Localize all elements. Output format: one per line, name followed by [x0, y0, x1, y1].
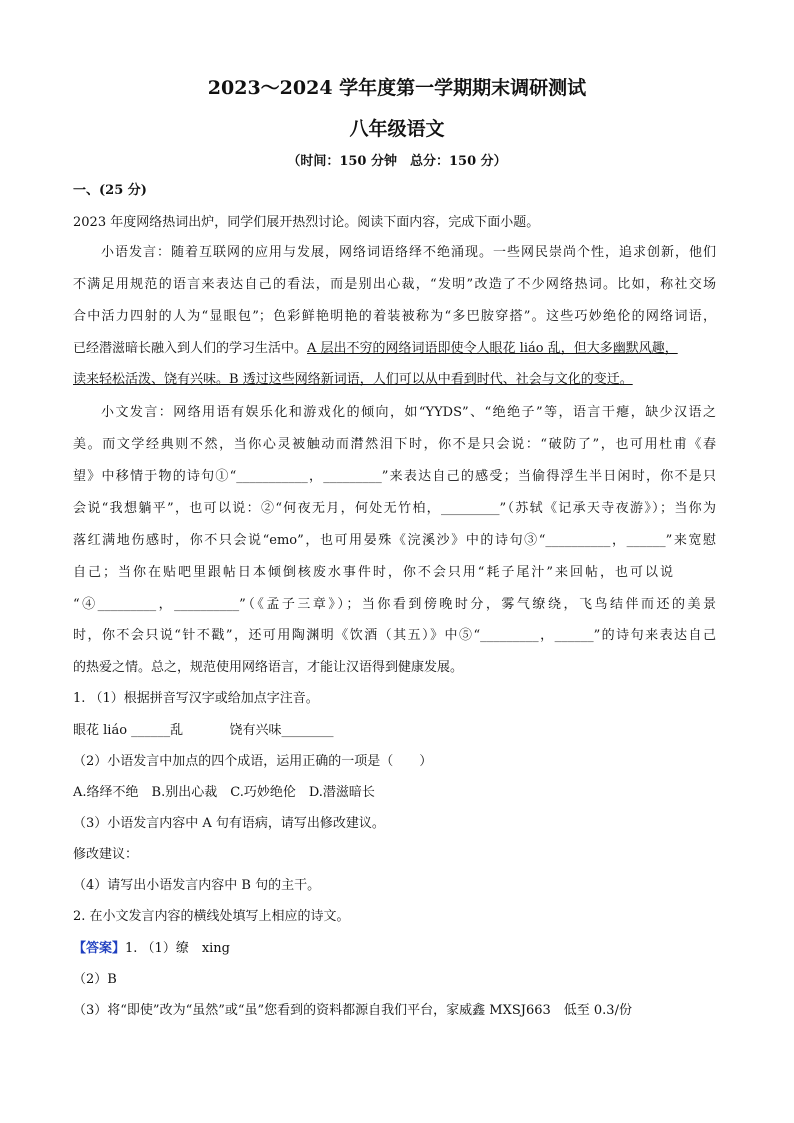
xiaowen-line-7: “④_________，__________”（《孟子三章》）；当你看到傍晚时分，雾气缭绕，飞鸟结伴而还的美景: [73, 597, 716, 612]
section-intro: 2023 年度网络热词出炉，同学们展开热烈讨论。阅读下面内容，完成下面小题。: [73, 215, 540, 230]
xiaoyu-line-3: 合中活力四射的人为“显眼包”；色彩鲜艳明艳的着装被称为“多巴胺穿搭”。这些巧妙绝伦的网络词语，: [73, 309, 716, 324]
item-raoyouxingwei: 饶有兴味________: [229, 723, 334, 738]
question-1-1: 1. （1）根据拼音写汉字或给加点字注音。: [73, 691, 319, 706]
question-1-2-options: A.络绎不绝 B.别出心裁 C.巧妙绝伦 D.潜滋暗长: [73, 785, 375, 800]
xiaowen-line-3: 望》中移情于物的诗句①“___________，_________”来表达自己的感受；当偷得浮生半日闲时，你不是只: [73, 469, 716, 484]
xiaowen-line-9: 的热爱之情。总之，规范使用网络语言，才能让汉语得到健康发展。: [73, 660, 464, 675]
question-1-4: （4）请写出小语发言内容中 B 句的主干。: [73, 878, 321, 893]
answer-2: （2）B: [73, 972, 117, 987]
exam-meta: （时间：150 分钟 总分：150 分）: [287, 154, 507, 169]
question-1-1-items: [73, 722, 725, 740]
xiaowen-line-1: 小文发言：网络用语有娱乐化和游戏化的倾向，如“YYDS”、“绝绝子”等，语言干瘪，缺少汉语之: [101, 405, 716, 420]
sentence-a: A 层出不穷的网络词语即使令人眼花 liáo 乱，但大多幽默风趣，: [307, 341, 678, 356]
answer-3: （3）将“即使”改为“虽然”或“虽”您看到的资料都源自我们平台，家威鑫 MXSJ663 低至 0.3/份: [73, 1003, 632, 1018]
question-1-3-suggestion: 修改建议：: [73, 847, 139, 862]
question-1-2: （2）小语发言中加点的四个成语，运用正确的一项是（ ）: [73, 754, 433, 769]
exam-subtitle: 八年级语文: [349, 118, 445, 140]
item-liao: 眼花 liáo ______乱: [73, 723, 184, 738]
sentence-b: B 透过这些网络新词语，人们可以从中看到时代、社会与文化的变迁。: [229, 372, 633, 387]
xiaoyu-line-4: [73, 340, 725, 358]
xiaoyu-line-2: 不满足用规范的语言来表达自己的看法，而是别出心裁，“发明”改造了不少网络热词。比如，称社交场: [73, 277, 716, 292]
answer-line-1: [73, 940, 725, 958]
sentence-a-cont: 读来轻松活泼、饶有兴味。: [73, 372, 230, 387]
answer-1: 1. （1）缭 xing: [125, 941, 231, 956]
xiaowen-line-5: 落红满地伤感时，你不只会说“emo”，也可用晏殊《浣溪沙》中的诗句③“__________，______”来宽慰: [73, 533, 716, 548]
xiaoyu-line-4-text: 已经潜滋暗长融入到人们的学习生活中。: [73, 341, 308, 356]
xiaoyu-line-5: [73, 371, 725, 389]
section-heading: 一、(25 分): [73, 183, 147, 198]
question-1-3: （3）小语发言内容中 A 句有语病，请写出修改建议。: [73, 816, 385, 831]
exam-title: 2023～2024 学年度第一学期期末调研测试: [207, 77, 587, 99]
xiaoyu-line-1: 小语发言：随着互联网的应用与发展，网络词语络绎不绝涌现。一些网民崇尚个性，追求创新，他们: [101, 245, 716, 260]
xiaowen-line-8: 时，你不会只说“针不戳”，还可用陶渊明《饮酒（其五）》中⑤“_________，______”的诗句来表达自己: [73, 628, 716, 643]
xiaowen-line-2: 美。而文学经典则不然，当你心灵被触动而潸然泪下时，你不是只会说：“破防了”，也可用杜甫《春: [73, 437, 716, 452]
answer-tag: 【答案】: [73, 941, 126, 956]
xiaowen-line-6: 自己；当你在贴吧里跟帖日本倾倒核废水事件时，你不会只用“耗子尾汁”来回帖，也可以说: [73, 565, 673, 580]
xiaowen-line-4: 会说“我想躺平”，也可以说：②“何夜无月，何处无竹柏，_________”（苏轼《记承天寺夜游》）；当你为: [73, 501, 716, 516]
question-2: 2. 在小文发言内容的横线处填写上相应的诗文。: [73, 909, 350, 924]
